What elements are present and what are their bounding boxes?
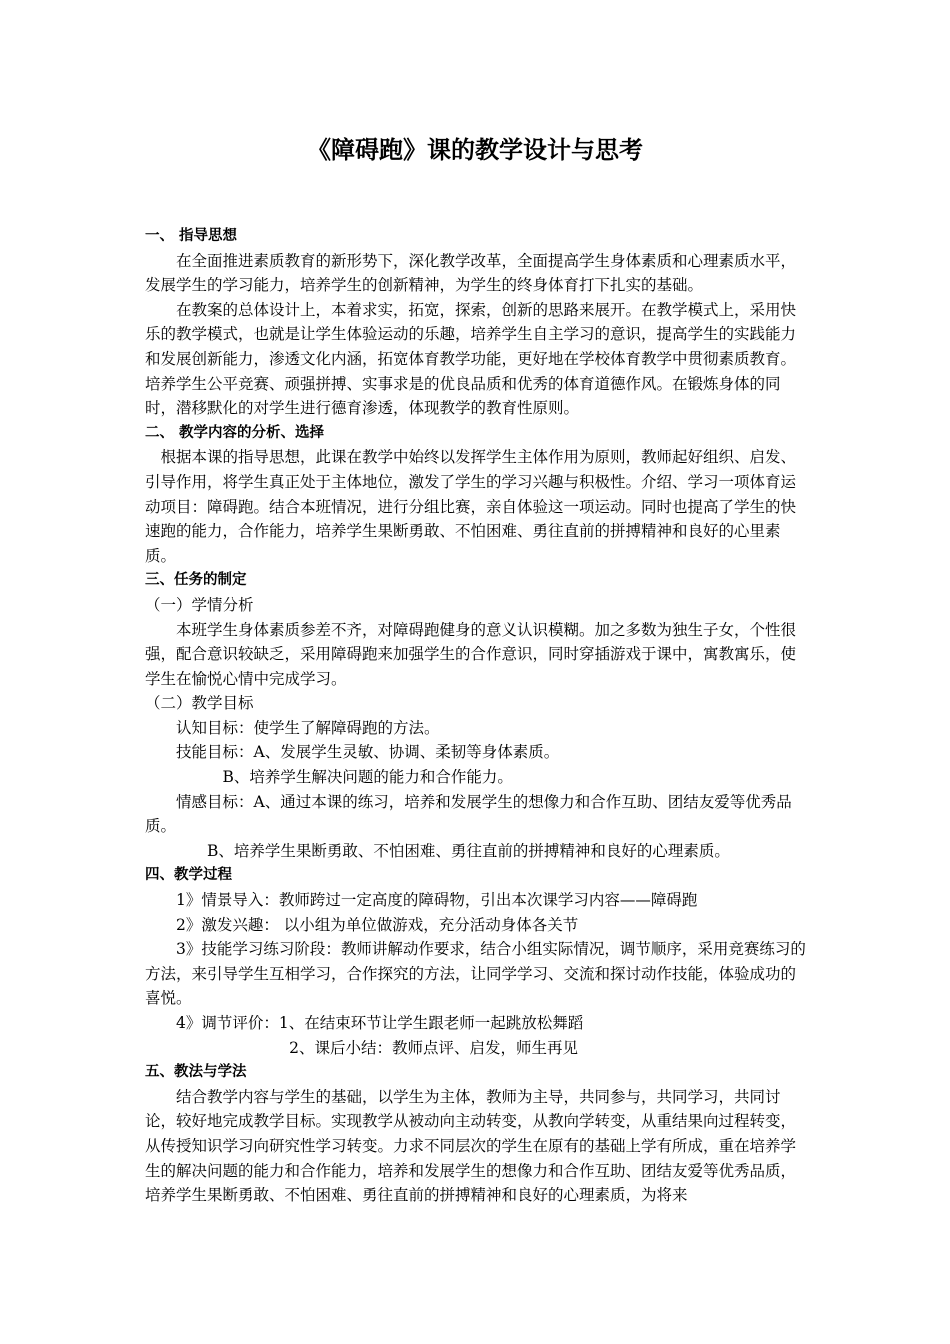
subheading-learner-analysis: （一）学情分析 bbox=[145, 595, 254, 614]
process-step-4b: 2、课后小结：教师点评、启发，师生再见 bbox=[289, 1038, 579, 1057]
paragraph: 在教案的总体设计上，本着求实，拓宽，探索，创新的思路来展开。在教学模式上，采用快乐的教学模式，也就是让学生体验运动的乐趣，培养学生自主学习的意识，提高学生的实践能力和发展创新能力，渗透文化内涵，拓宽体育教学功能，更好地在学校体育教学中贯彻素质教育。培养学生公平竞赛、顽强拼搏、实事求是的优良品质和优秀的体育道德作风。在锻炼身体的同时，潜移默化的对学生进行德育渗透，体现教学的教育性原则。 bbox=[145, 300, 797, 418]
section-heading-teaching-process: 四、教学过程 bbox=[145, 867, 232, 884]
document-body bbox=[145, 224, 810, 1208]
goal-skill-a: 技能目标：A、发展学生灵敏、协调、柔韧等身体素质。 bbox=[176, 743, 560, 762]
document-title: 《障碍跑》课的教学设计与思考 bbox=[307, 135, 643, 164]
goal-cognitive: 认知目标：使学生了解障碍跑的方法。 bbox=[176, 718, 440, 737]
section-heading-content-analysis: 二、 教学内容的分析、选择 bbox=[145, 424, 325, 441]
section-heading-guiding-thought: 一、 指导思想 bbox=[145, 228, 238, 244]
process-step-1: 1》情景导入：教师跨过一定高度的障碍物，引出本次课学习内容——障碍跑 bbox=[176, 891, 698, 910]
subheading-teaching-goals: （二）教学目标 bbox=[145, 694, 254, 713]
process-step-4: 4》调节评价：1、在结束环节让学生跟老师一起跳放松舞蹈 bbox=[176, 1014, 584, 1032]
process-step-2: 2》激发兴趣： 以小组为单位做游戏，充分活动身体各关节 bbox=[176, 915, 579, 934]
paragraph: 结合教学内容与学生的基础，以学生为主体，教师为主导，共同参与，共同学习，共同讨论，较好地完成教学目标。实现教学从被动向主动转变，从教向学转变，从重结果向过程转变，从传授知识学习向研究性学习转变。力求不同层次的学生在原有的基础上学有所成，重在培养学生的解决问题的能力和合作能力，培养和发展学生的想像力和合作互助、团结友爱等优秀品质，培养学生果断勇敢、不怕困难、勇往直前的拼搏精神和良好的心理素质，为将来 bbox=[145, 1087, 797, 1205]
process-step-3: 3》技能学习练习阶段：教师讲解动作要求，结合小组实际情况，调节顺序，采用竞赛练习的方法，来引导学生互相学习，合作探究的方法，让同学学习、交流和探讨动作技能，体验成功的喜悦。 bbox=[145, 940, 806, 1008]
goal-skill-b: B、培养学生解决问题的能力和合作能力。 bbox=[222, 768, 513, 787]
section-heading-task-setting: 三、任务的制定 bbox=[145, 572, 247, 589]
goal-emotion-a: 情感目标：A、通过本课的练习，培养和发展学生的想像力和合作互助、团结友爱等优秀品质。 bbox=[145, 792, 792, 836]
paragraph: 本班学生身体素质参差不齐，对障碍跑健身的意义认识模糊。加之多数为独生子女，个性很强，配合意识较缺乏，采用障碍跑来加强学生的合作意识，同时穿插游戏于课中，寓教寓乐，使学生在愉悦心情中完成学习。 bbox=[145, 620, 797, 688]
goal-emotion-b: B、培养学生果断勇敢、不怕困难、勇往直前的拼搏精神和良好的心理素质。 bbox=[207, 841, 730, 860]
paragraph: 根据本课的指导思想，此课在教学中始终以发挥学生主体作用为原则，教师起好组织、启发、引导作用，将学生真正处于主体地位，激发了学生的学习兴趣与积极性。介绍、学习一项体育运动项目：障碍跑。结合本班情况，进行分组比赛，亲自体验这一项运动。同时也提高了学生的快速跑的能力，合作能力，培养学生果断勇敢、不怕困难、勇往直前的拼搏精神和良好的心里素质。 bbox=[145, 448, 797, 565]
paragraph: 在全面推进素质教育的新形势下，深化教学改革，全面提高学生身体素质和心理素质水平，发展学生的学习能力，培养学生的创新精神，为学生的终身体育打下扎实的基础。 bbox=[145, 251, 797, 295]
section-heading-methods: 五、教法与学法 bbox=[145, 1064, 247, 1081]
